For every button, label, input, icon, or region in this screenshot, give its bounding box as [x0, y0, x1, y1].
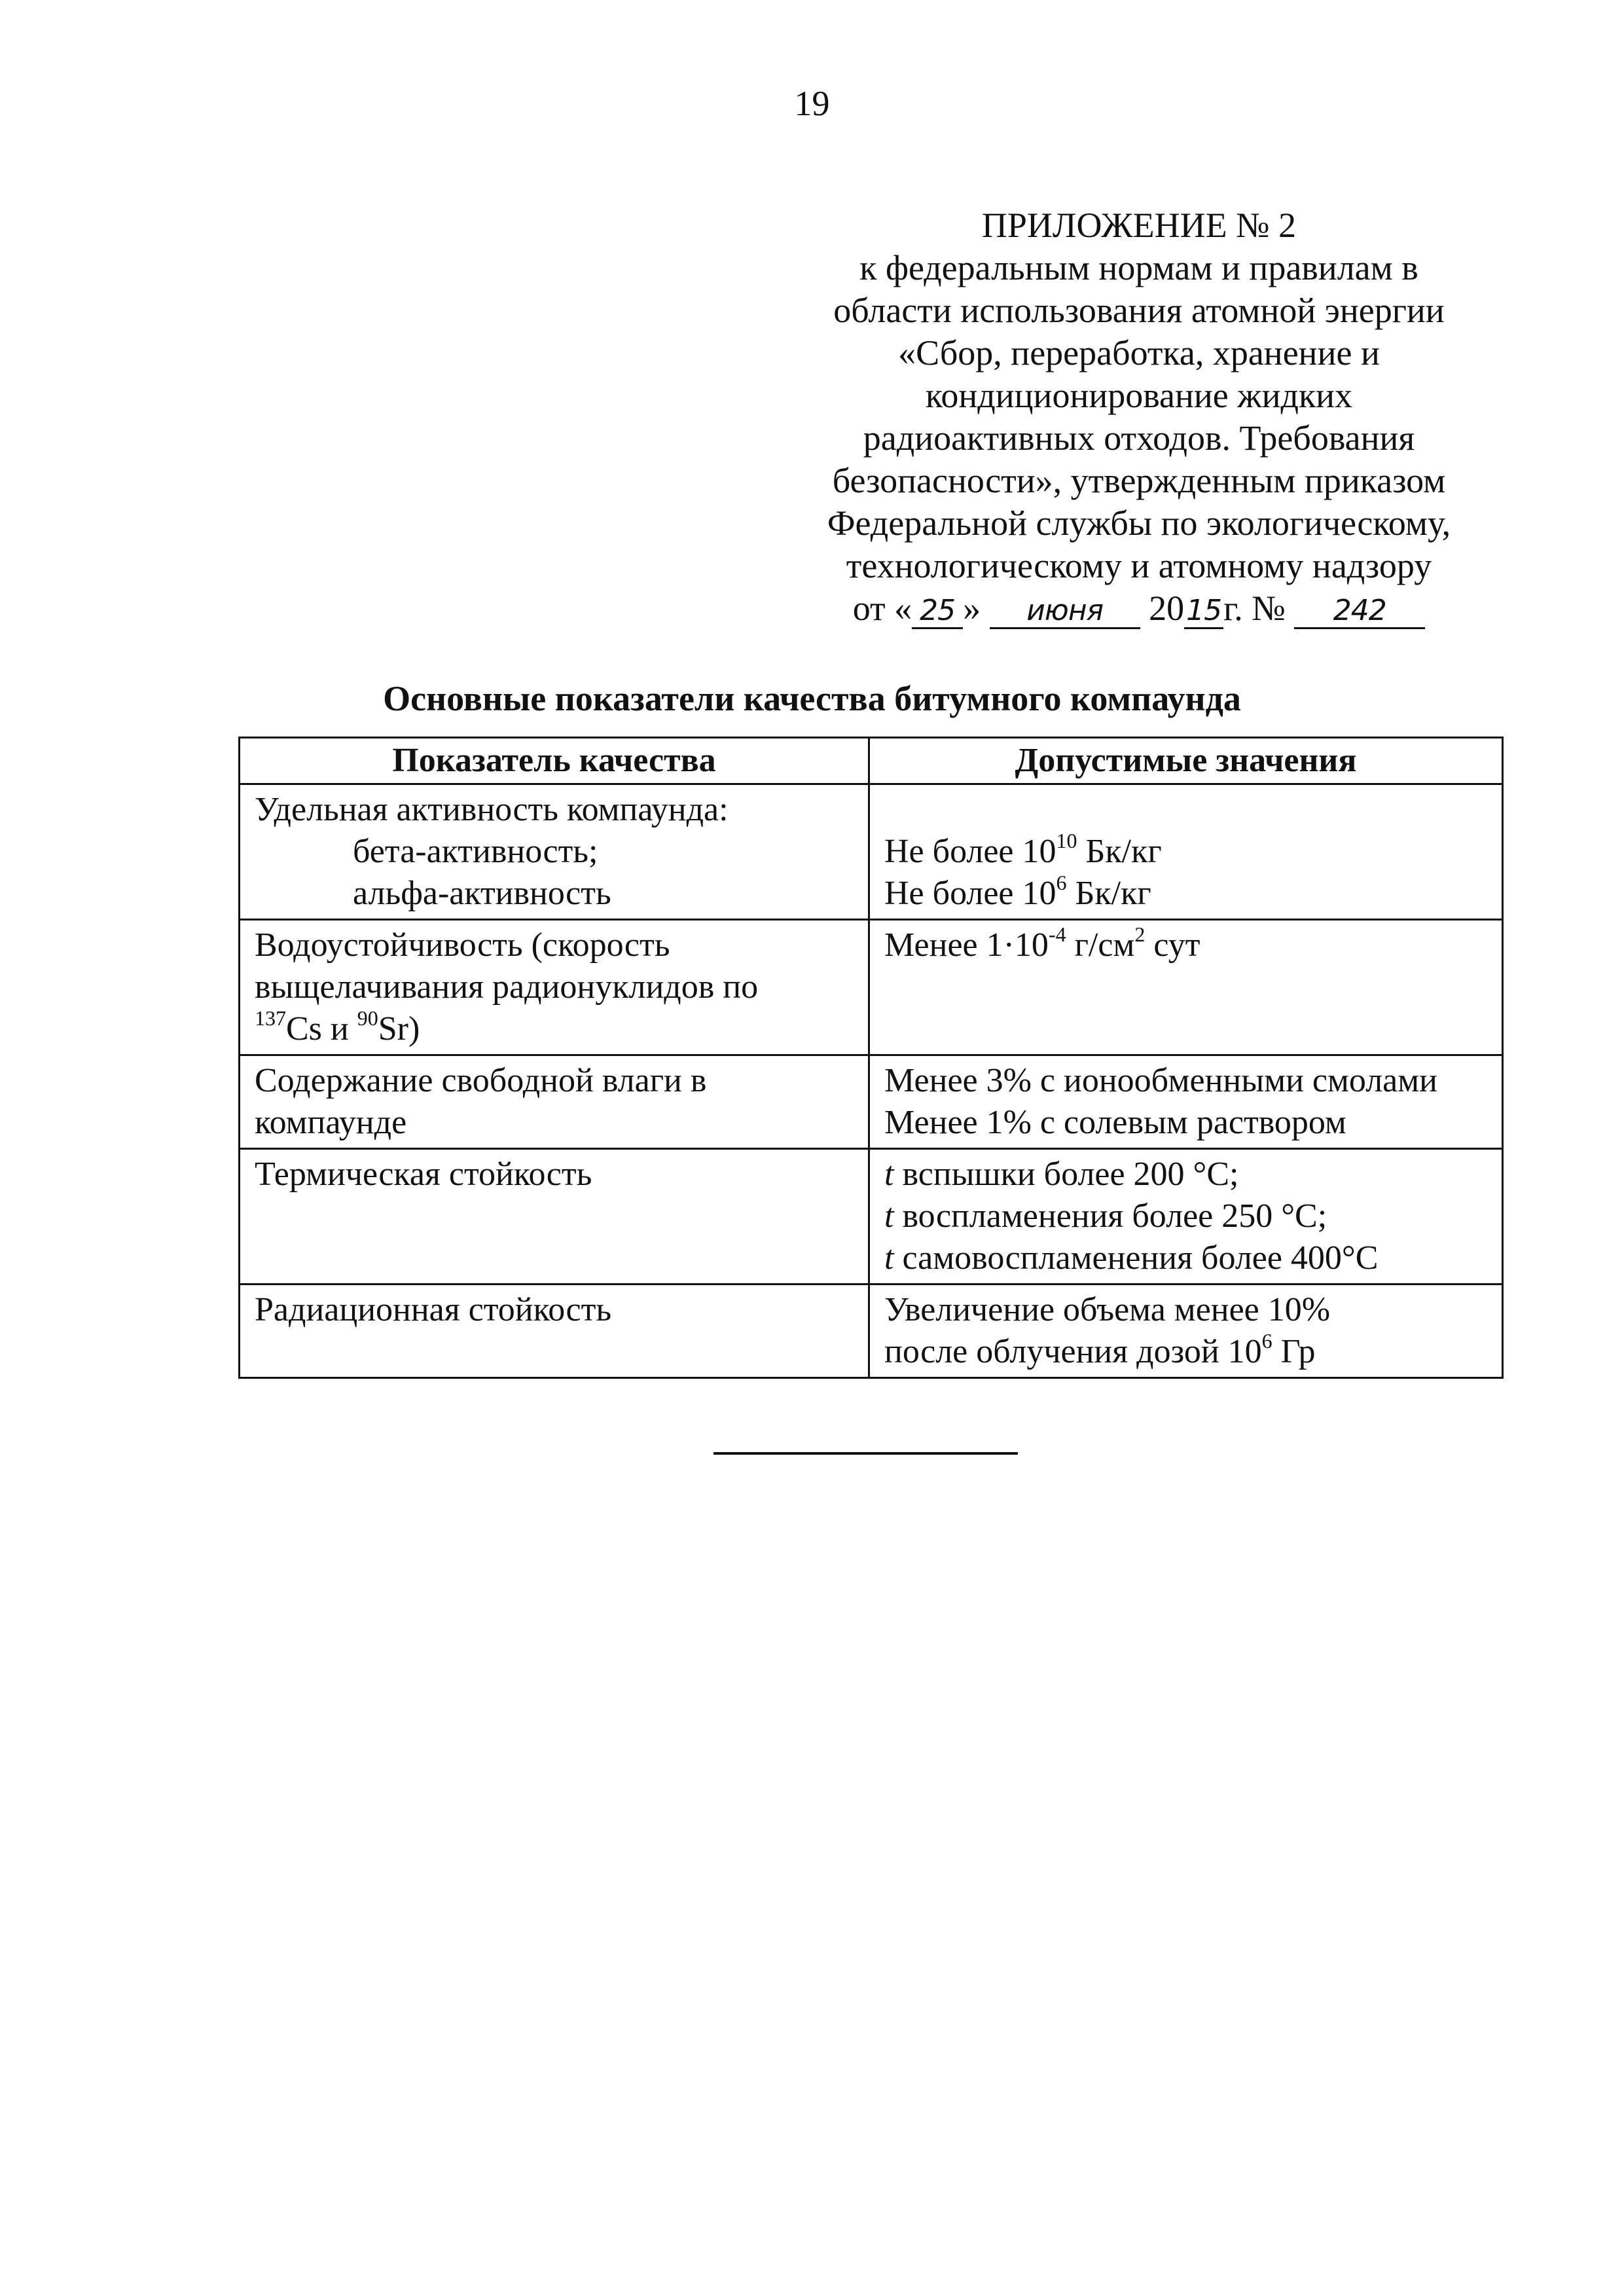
cell-radiation-name: Радиационная стойкость [240, 1285, 869, 1378]
cell-activity-values [869, 784, 1503, 920]
handwritten-year: 15 [1184, 594, 1223, 629]
table-row [240, 1055, 1503, 1149]
appendix-line: кондиционирование жидких [925, 376, 1353, 415]
table-row [240, 1149, 1503, 1285]
quality-table [238, 737, 1504, 1379]
header-indicator: Показатель качества [240, 738, 869, 784]
appendix-line: к федеральным нормам и правилам в [859, 248, 1418, 287]
date-prefix: от « [852, 589, 912, 628]
end-divider [713, 1452, 1018, 1455]
cell-activity-name [240, 784, 869, 920]
table-row [240, 920, 1503, 1055]
date-year-suffix: г. № [1223, 589, 1286, 628]
alpha-label: альфа-активность [353, 875, 611, 912]
table-header-row [240, 738, 1503, 784]
handwritten-order-number: 242 [1294, 594, 1425, 629]
cell-thermal-values: t вспышки более 200 °С; t воспламенения более 250 °С; t самовоспламенения более 400°С [869, 1149, 1503, 1285]
table-row [240, 784, 1503, 920]
handwritten-day: 25 [912, 594, 963, 629]
appendix-block [753, 204, 1525, 630]
cell-thermal-name: Термическая стойкость [240, 1149, 869, 1285]
date-close-quote: » [963, 589, 981, 628]
cell-moisture-values: Менее 3% с ионообменными смолами Менее 1% с солевым раствором [869, 1055, 1503, 1149]
cell-moisture-name: Содержание свободной влаги в компаунде [240, 1055, 869, 1149]
appendix-line: Федеральной службы по экологическому, [827, 503, 1451, 543]
table-row [240, 1285, 1503, 1378]
appendix-line: «Сбор, переработка, хранение и [898, 333, 1380, 373]
date-century: 20 [1149, 589, 1185, 628]
cell-radiation-values: Увеличение объема менее 10% после облучения дозой $10^6$ Гр [869, 1285, 1503, 1378]
appendix-line: радиоактивных отходов. Требования [863, 418, 1415, 458]
appendix-title: ПРИЛОЖЕНИЕ № 2 [981, 206, 1297, 245]
beta-value: Не более $10^{10}$ Бк/кг [884, 828, 1162, 870]
handwritten-month: июня [990, 594, 1140, 629]
header-allowed-values: Допустимые значения [869, 738, 1503, 784]
beta-label: бета-активность; [353, 833, 598, 870]
appendix-line: области использования атомной энергии [833, 291, 1445, 330]
cell-water-resistance-value: Менее $1\cdot 10^{-4}$ $г/см^2$ сут [869, 920, 1503, 1055]
alpha-value: Не более $10^6$ Бк/кг [884, 870, 1151, 912]
activity-label: Удельная активность компаунда: [255, 791, 729, 828]
page-number: 19 [794, 84, 830, 123]
appendix-line: безопасности», утвержденным приказом [832, 461, 1446, 500]
table-title: Основные показатели качества битумного компаунда [383, 679, 1241, 718]
cell-water-resistance-name: Водоустойчивость (скорость выщелачивания радионуклидов по $^{137}$Cs и $^{90}$Sr) [240, 920, 869, 1055]
appendix-line: технологическому и атомному надзору [846, 546, 1432, 585]
date-line [753, 587, 1525, 630]
